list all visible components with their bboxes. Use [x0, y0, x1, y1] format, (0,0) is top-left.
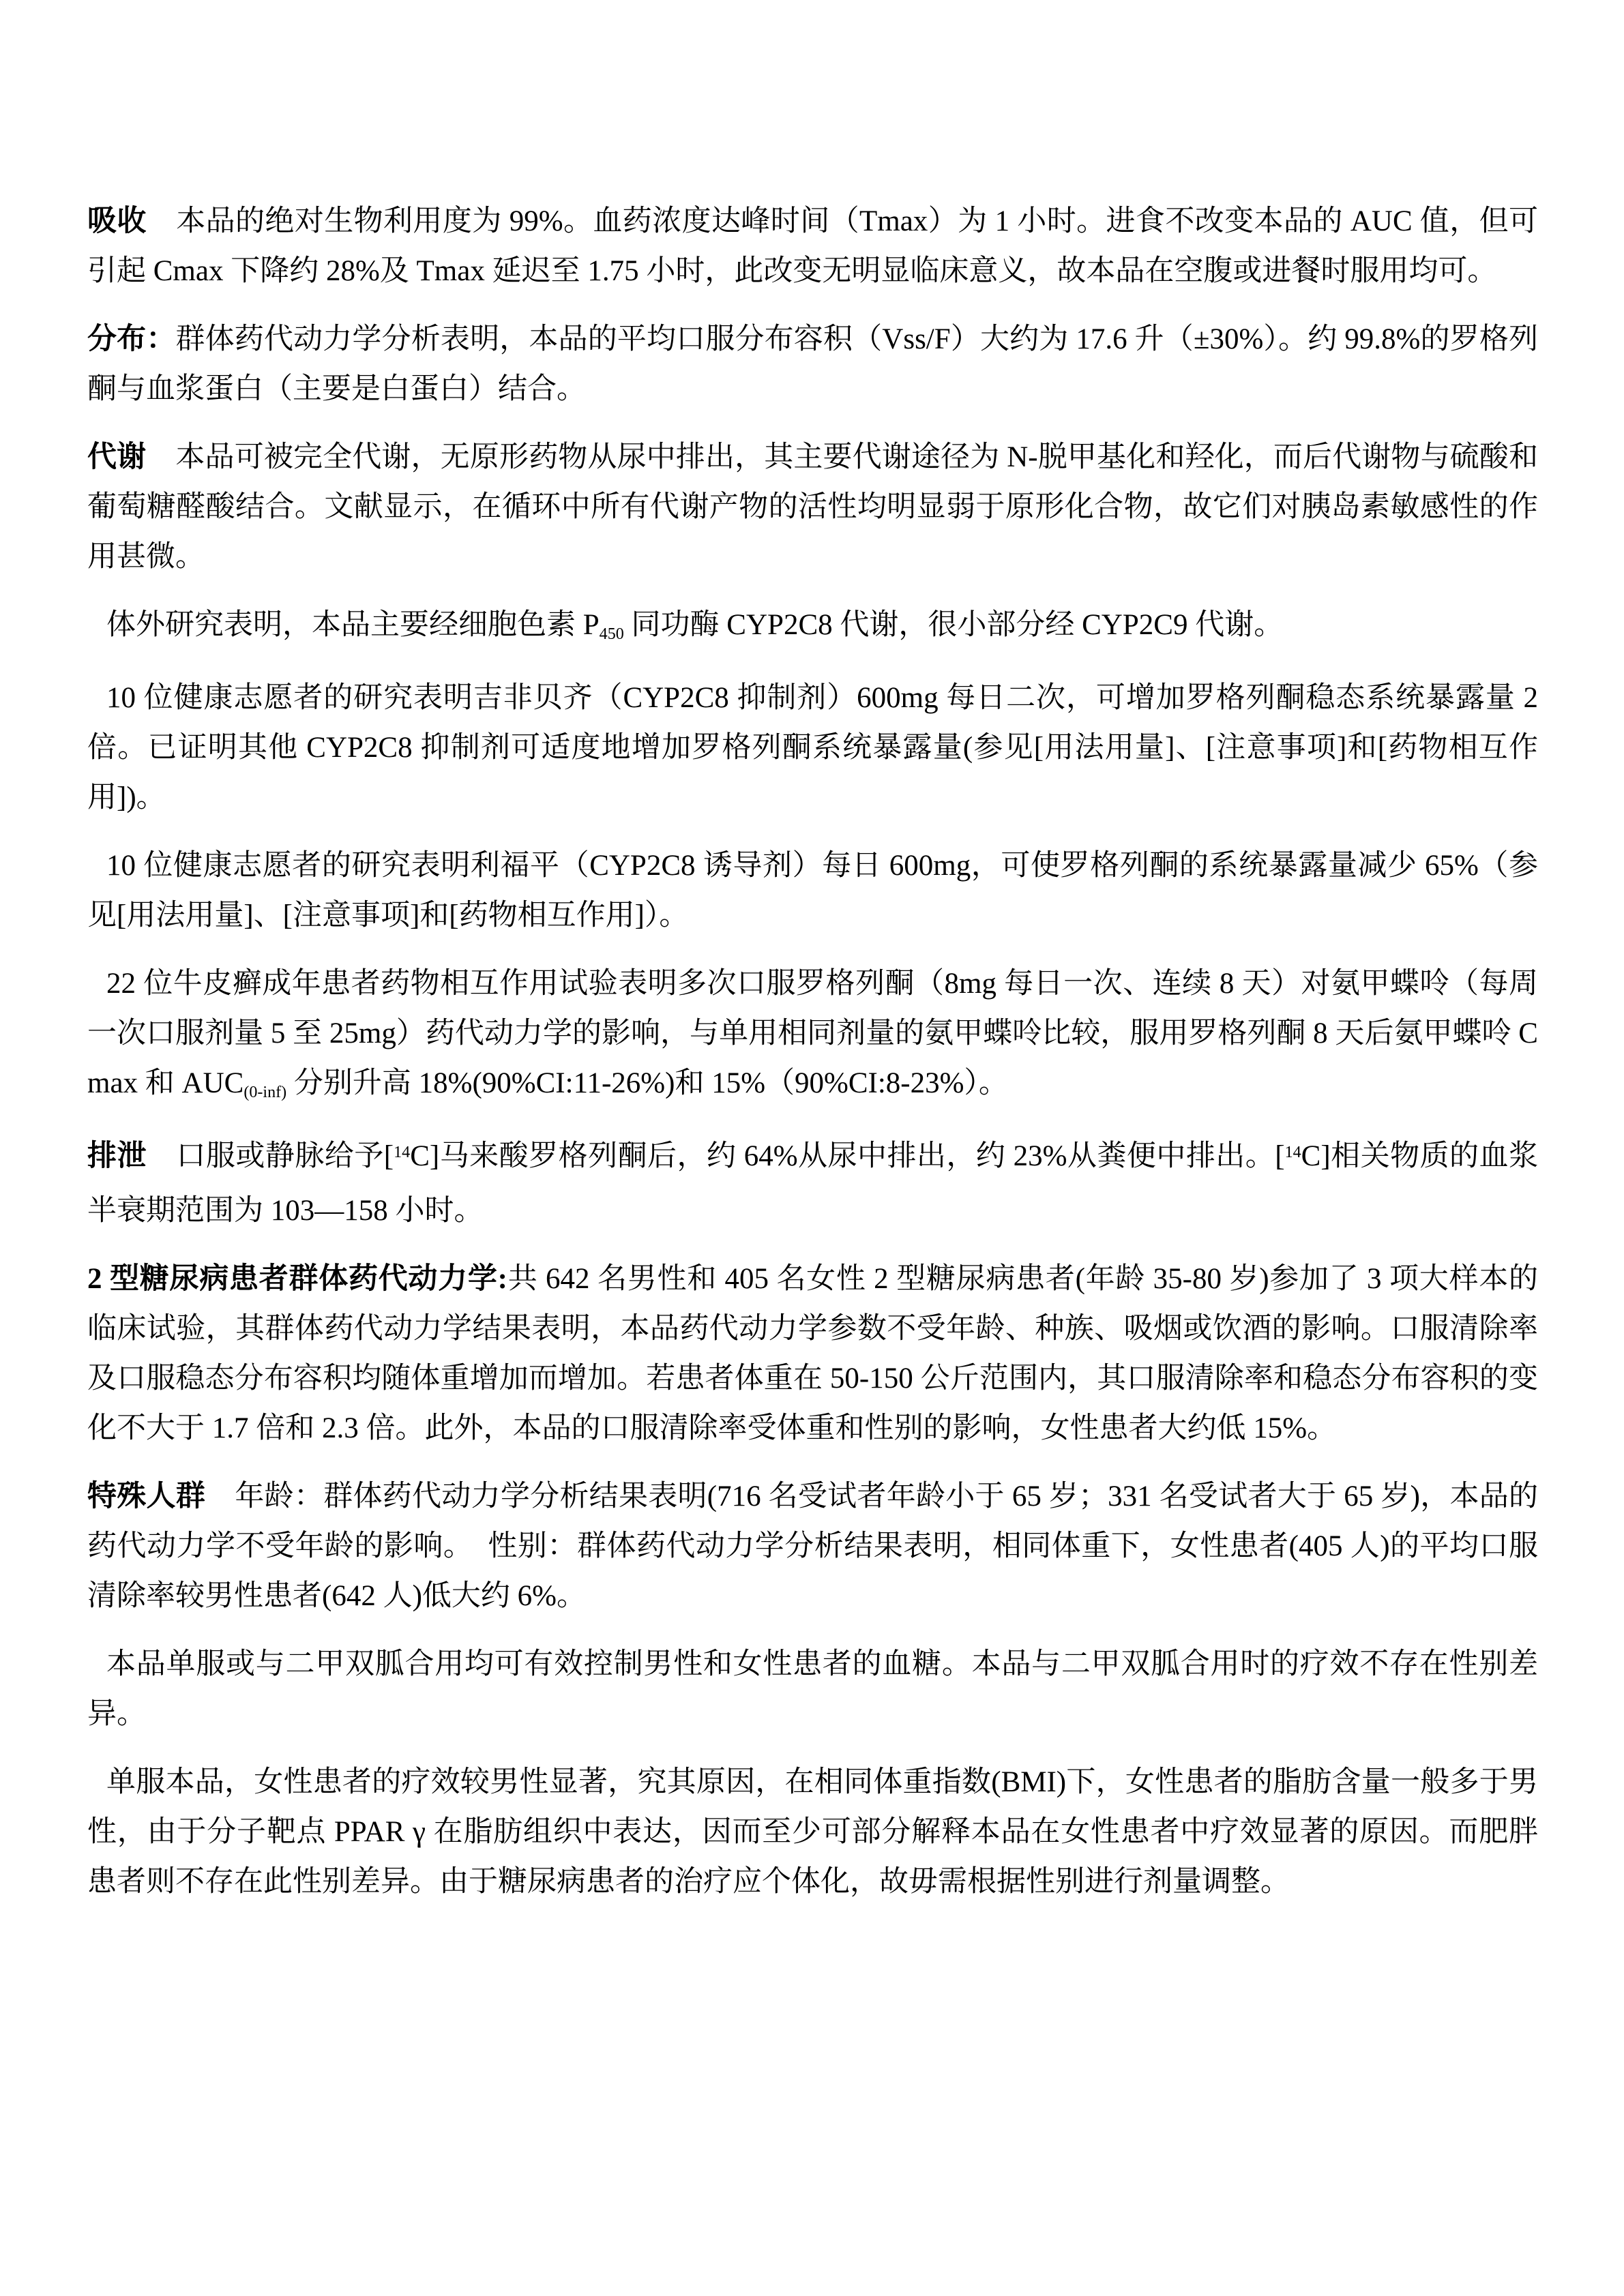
paragraph-text: 体外研究表明，本品主要经细胞色素 P [106, 609, 600, 641]
paragraph-text: 同功酶 CYP2C8 代谢，很小部分经 CYP2C9 代谢。 [623, 609, 1284, 641]
paragraph-text: C]相关物质的血浆半衰期范围为 103—158 小时。 [87, 1140, 1539, 1227]
paragraph-text: 10 位健康志愿者的研究表明吉非贝齐（CYP2C8 抑制剂）600mg 每日二次，可增加罗格列酮稳态系统暴露量 2 倍。已证明其他 CYP2C8 抑制剂可适度地增加罗格列酮系统暴露量(参见[用法用量]、[注意事项]和[药物相互作用])。 [87, 682, 1538, 814]
paragraph-text: 本品的绝对生物利用度为 99%。血药浓度达峰时间（Tmax）为 1 小时。进食不改变本品的 AUC 值，但可引起 Cmax 下降约 28%及 Tmax 延迟至 1.75 小时，此改变无明显临床意义，故本品在空腹或进餐时服用均可。 [87, 205, 1539, 287]
subscript-0-inf: (0-inf) [243, 1083, 287, 1101]
paragraph-text: 分别升高 18%(90%CI:11-26%)和 15%（90%CI:8-23%）。 [286, 1067, 1008, 1099]
section-head-population-pharmacokinetics: 2 型糖尿病患者群体药代动力学: [87, 1263, 507, 1295]
section-head-special-populations: 特殊人群 [87, 1480, 206, 1512]
paragraph-text: 本品可被完全代谢，无原形药物从尿中排出，其主要代谢途径为 N-脱甲基化和羟化，而后代谢物与硫酸和葡萄糖醛酸结合。文献显示，在循环中所有代谢产物的活性均明显弱于原形化合物，故它们对胰岛素敏感性的作用甚微。 [87, 441, 1538, 573]
paragraph-text: C]马来酸罗格列酮后，约 64%从尿中排出，约 23%从粪便中排出。[ [410, 1140, 1285, 1172]
paragraph-metabolism [87, 432, 1538, 582]
paragraph-special-populations [87, 1472, 1538, 1621]
paragraph-gender-effect [87, 1757, 1538, 1907]
paragraph-text: 群体药代动力学分析表明，本品的平均口服分布容积（Vss/F）大约为 17.6 升（±30%）。约 99.8%的罗格列酮与血浆蛋白（主要是白蛋白）结合。 [87, 323, 1539, 405]
paragraph-excretion [87, 1131, 1538, 1236]
paragraph-rifampin-interaction [87, 841, 1538, 940]
superscript-14c: 14 [1284, 1143, 1301, 1161]
paragraph-absorption [87, 196, 1538, 296]
section-head-excretion: 排泄 [87, 1140, 147, 1172]
paragraph-text: 口服或静脉给予[ [176, 1140, 394, 1172]
paragraph-distribution [87, 314, 1538, 414]
paragraph-text: 本品单服或与二甲双胍合用均可有效控制男性和女性患者的血糖。本品与二甲双胍合用时的疗效不存在性别差异。 [87, 1648, 1538, 1730]
paragraph-invitro-metabolism [87, 600, 1538, 655]
paragraph-population-pharmacokinetics [87, 1254, 1538, 1453]
section-head-distribution: 分布： [87, 323, 176, 355]
paragraph-monotherapy-combination [87, 1639, 1538, 1739]
paragraph-gemfibrozil-interaction [87, 673, 1538, 822]
paragraph-text: 10 位健康志愿者的研究表明利福平（CYP2C8 诱导剂）每日 600mg，可使罗格列酮的系统暴露量减少 65%（参见[用法用量]、[注意事项]和[药物相互作用]）。 [87, 850, 1538, 931]
subscript-450: 450 [599, 625, 624, 643]
superscript-14c: 14 [394, 1143, 411, 1161]
section-head-absorption: 吸收 [87, 205, 147, 237]
paragraph-text: 共 642 名男性和 405 名女性 2 型糖尿病患者(年龄 35-80 岁)参加了 3 项大样本的临床试验，其群体药代动力学结果表明，本品药代动力学参数不受年龄、种族、吸烟或饮酒的影响。口服清除率及口服稳态分布容积均随体重增加而增加。若患者体重在 50-150 公斤范围内，其口服清除率和稳态分布容积的变化不大于 1.7 倍和 2.3 倍。此外，本品的口服清除率受体重和性别的影响，女性患者大约低 15%。 [87, 1263, 1538, 1444]
section-head-metabolism: 代谢 [87, 441, 147, 473]
paragraph-text: 单服本品，女性患者的疗效较男性显著，究其原因，在相同体重指数(BMI)下，女性患者的脂肪含量一般多于男性，由于分子靶点 PPAR γ 在脂肪组织中表达，因而至少可部分解释本品在女性患者中疗效显著的原因。而肥胖患者则不存在此性别差异。由于糖尿病患者的治疗应个体化，故毋需根据性别进行剂量调整。 [87, 1766, 1538, 1898]
head-body-separator [205, 1480, 235, 1512]
paragraph-text: 年龄：群体药代动力学分析结果表明(716 名受试者年龄小于 65 岁；331 名受试者大于 65 岁)，本品的药代动力学不受年龄的影响。 性别：群体药代动力学分析结果表明，相同体重下，女性患者(405 人)的平均口服清除率较男性患者(642 人)低大约 6%。 [87, 1480, 1539, 1612]
paragraph-text: 22 位牛皮癣成年患者药物相互作用试验表明多次口服罗格列酮（8mg 每日一次、连续 8 天）对氨甲蝶呤（每周一次口服剂量 5 至 25mg）药代动力学的影响，与单用相同剂量的氨甲蝶呤比较，服用罗格列酮 8 天后氨甲蝶呤 Cmax 和 AUC [87, 968, 1538, 1099]
head-body-separator [147, 205, 176, 237]
paragraph-methotrexate-interaction [87, 959, 1538, 1113]
head-body-separator [146, 441, 175, 473]
head-body-separator [147, 1140, 176, 1172]
